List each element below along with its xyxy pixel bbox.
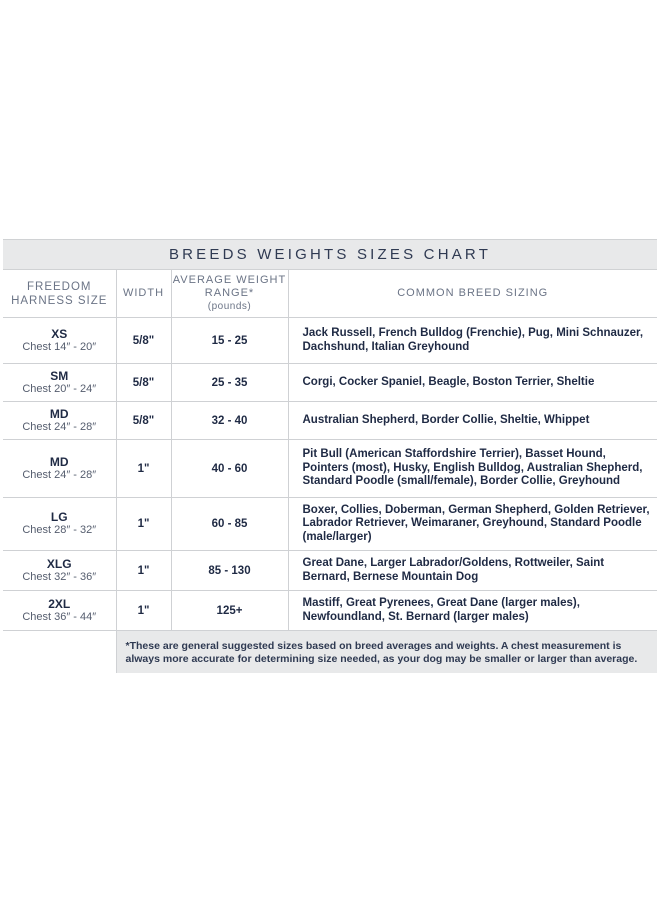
width-cell: 1" — [116, 551, 171, 591]
weight-cell: 85 - 130 — [171, 551, 288, 591]
table-row — [3, 318, 657, 364]
size-cell — [3, 440, 116, 498]
table-row — [3, 591, 657, 631]
size-code: MD — [49, 406, 69, 421]
chest-range: Chest 36″ - 44″ — [22, 610, 97, 623]
width-cell: 5/8" — [116, 318, 171, 364]
header-weight-unit: (pounds) — [207, 301, 252, 312]
weight-cell: 25 - 35 — [171, 364, 288, 402]
size-cell — [3, 498, 116, 551]
width-cell: 1" — [116, 498, 171, 551]
chest-range: Chest 32″ - 36″ — [22, 570, 97, 583]
size-cell — [3, 551, 116, 591]
header-weight — [171, 270, 288, 318]
table-row — [3, 440, 657, 498]
footnote: *These are general suggested sizes based on breed averages and weights. A chest measurement is always more accurate for determining size needed, as your dog may be smaller or larger than average. — [116, 631, 657, 674]
table-row — [3, 402, 657, 440]
size-code: XS — [51, 326, 68, 341]
width-cell: 1" — [116, 591, 171, 631]
chest-range: Chest 20″ - 24″ — [22, 382, 97, 395]
weight-cell: 40 - 60 — [171, 440, 288, 498]
size-cell — [3, 402, 116, 440]
table-row — [3, 498, 657, 551]
width-cell: 5/8" — [116, 402, 171, 440]
weight-cell: 15 - 25 — [171, 318, 288, 364]
size-cell — [3, 318, 116, 364]
header-breeds: COMMON BREED SIZING — [288, 270, 657, 318]
table-row — [3, 551, 657, 591]
size-code: XLG — [46, 556, 72, 571]
breeds-cell: Australian Shepherd, Border Collie, Sheltie, Whippet — [288, 402, 657, 440]
size-code: SM — [50, 368, 69, 383]
breeds-cell: Great Dane, Larger Labrador/Goldens, Rottweiler, Saint Bernard, Bernese Mountain Dog — [288, 551, 657, 591]
chest-range: Chest 14″ - 20″ — [22, 340, 97, 353]
breeds-cell: Mastiff, Great Pyrenees, Great Dane (larger males), Newfoundland, St. Bernard (larger males) — [288, 591, 657, 631]
chart-title: BREEDS WEIGHTS SIZES CHART — [3, 239, 657, 270]
size-code: LG — [50, 510, 68, 524]
weight-cell: 125+ — [171, 591, 288, 631]
size-table — [3, 270, 657, 673]
weight-cell: 60 - 85 — [171, 498, 288, 551]
breeds-cell: Boxer, Collies, Doberman, German Shepherd, Golden Retriever, Labrador Retriever, Weimaraner, Greyhound, Standard Poodle (male/larger) — [288, 498, 657, 551]
size-chart — [3, 239, 657, 673]
chest-range: Chest 28″ - 32″ — [22, 524, 97, 536]
breeds-cell: Jack Russell, French Bulldog (Frenchie), Pug, Mini Schnauzer, Dachshund, Italian Greyhound — [288, 318, 657, 364]
size-cell — [3, 591, 116, 631]
breeds-cell: Pit Bull (American Staffordshire Terrier), Basset Hound, Pointers (most), Husky, English Bulldog, Australian Shepherd, Standard Poodle (small/female), Border Collie, Greyhound — [288, 440, 657, 498]
chest-range: Chest 24″ - 28″ — [22, 468, 97, 481]
breeds-cell: Corgi, Cocker Spaniel, Beagle, Boston Terrier, Sheltie — [288, 364, 657, 402]
header-weight-label: AVERAGE WEIGHT RANGE* — [172, 274, 287, 299]
footnote-spacer — [3, 631, 116, 674]
header-row — [3, 270, 657, 318]
size-code: MD — [49, 454, 69, 469]
table-row — [3, 364, 657, 402]
width-cell: 1" — [116, 440, 171, 498]
footnote-row — [3, 631, 657, 674]
header-size: FREEDOM HARNESS SIZE — [3, 270, 116, 318]
size-code: 2XL — [48, 596, 71, 611]
header-width: WIDTH — [116, 270, 171, 318]
weight-cell: 32 - 40 — [171, 402, 288, 440]
chest-range: Chest 24″ - 28″ — [22, 420, 97, 433]
width-cell: 5/8" — [116, 364, 171, 402]
size-cell — [3, 364, 116, 402]
